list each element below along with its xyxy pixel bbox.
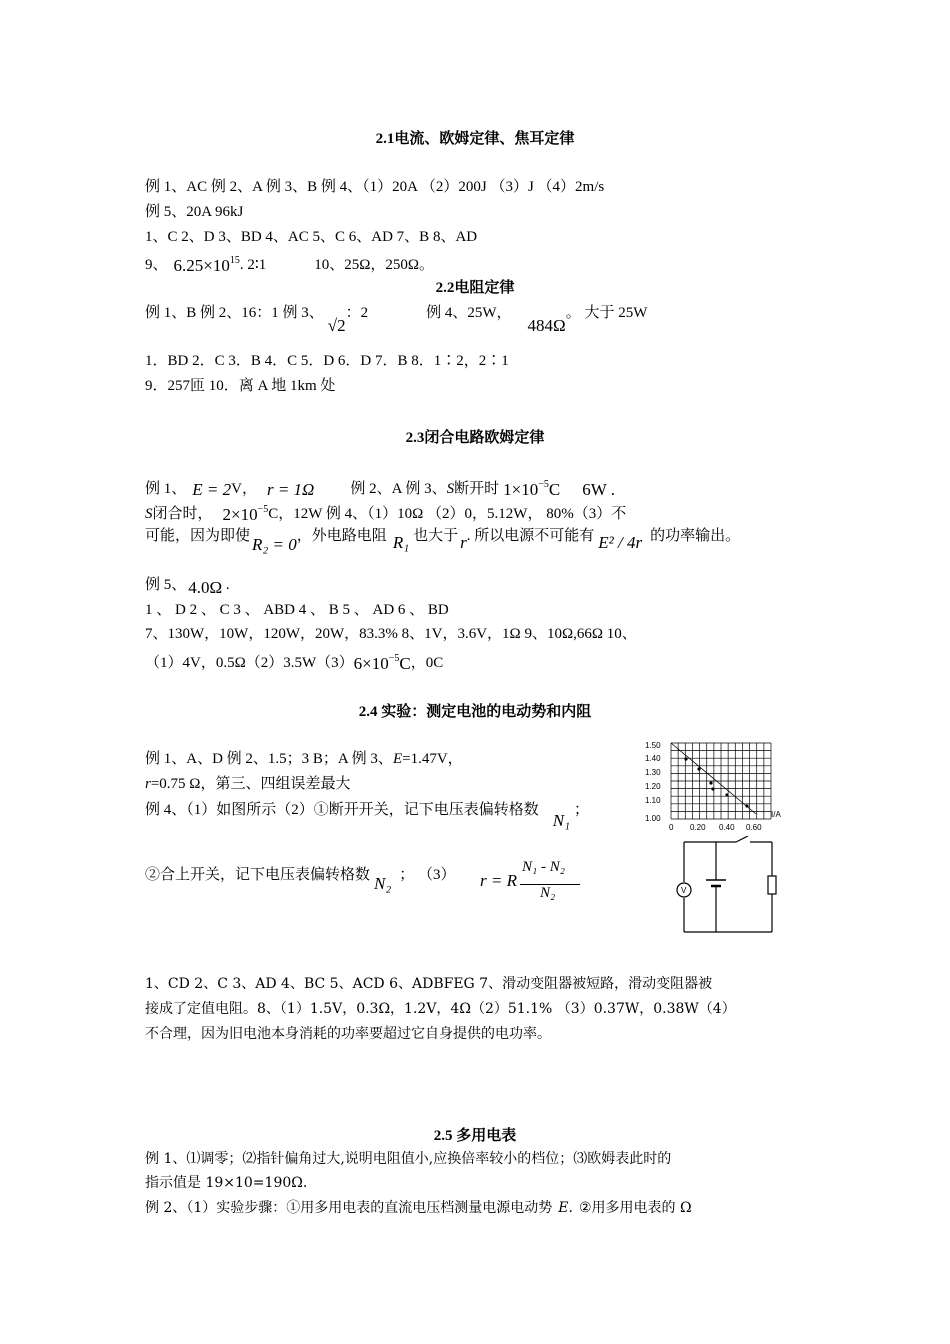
answer-line: 例 1、AC 例 2、A 例 3、B 例 4、（1）20A （2）200J （3）J （4）2m/s	[145, 179, 605, 195]
answer-line: 接成了定值电阻。8、（1）1.5V，0.3Ω，1.2V，4Ω（2）51.1% （3）0.37W，0.38W（4）	[145, 1001, 736, 1017]
answer-line: 指示值是 19×10=190Ω.	[145, 1175, 308, 1191]
y-tick: 1.40	[645, 754, 661, 763]
answer-line: S闭合时， $2\times 10^{-5}C$，12W 例 4、（1）10Ω （2）0，5.12W， 80%（3）不	[145, 504, 627, 524]
answer-line: 7、130W，10W，120W，20W，83.3% 8、1V，3.6V，1Ω 9、10Ω,66Ω 10、	[145, 626, 637, 642]
svg-text:V: V	[681, 886, 687, 895]
section-title-2-1: 2.1电流、欧姆定律、焦耳定律	[375, 131, 575, 147]
u-i-graph	[643, 733, 793, 833]
y-tick: 1.00	[645, 814, 661, 823]
y-tick: 1.50	[645, 741, 661, 750]
x-tick: 0.40	[719, 823, 735, 832]
answer-line: r=0.75 Ω，第三、四组误差最大	[145, 776, 351, 792]
answer-line: 9．257匝 10．离 A 地 1km 处	[145, 378, 336, 394]
y-tick: 1.20	[645, 782, 661, 791]
answer-line: 9、 $6.25\times 10^{15}$. 2∶1 10、25Ω，250Ω。	[145, 255, 435, 275]
math-sqrt: √2	[327, 316, 346, 335]
math-expression: 484Ω	[527, 316, 566, 335]
answer-line: 例 1、⑴调零；⑵指针偏角过大,说明电阻值小,应换倍率较小的档位；⑶欧姆表此时的	[145, 1151, 672, 1167]
x-tick: 0.20	[690, 823, 706, 832]
answer-line: 1、C 2、D 3、BD 4、AC 5、C 6、AD 7、B 8、AD	[145, 229, 478, 245]
section-title-2-5: 2.5 多用电表	[433, 1128, 517, 1144]
section-title-2-2: 2.2电阻定律	[435, 280, 515, 296]
answer-line: （1）4V，$0.5\Omega(2)3.5W(3)6\times 10^{-5}C$，0C	[145, 653, 444, 673]
answer-line: 例 5、 4.0Ω .	[145, 577, 230, 597]
section-title-2-4: 2.4 实验：测定电池的电动势和内阻	[358, 704, 592, 720]
answer-line: 例 4、（1）如图所示（2）①断开开关，记下电压表偏转格数N₁；	[145, 802, 590, 830]
math-expression: 6.25×10	[173, 256, 230, 275]
answer-line: ②合上开关，记下电压表偏转格数 N₂ ； （3）	[145, 867, 456, 893]
answer-line: 例 1、B 例 2、16：1 例 3、√2：2 例 4、25W，484Ω。 大于 25W	[145, 305, 648, 335]
answer-line: 例 1、A、D 例 2、1.5；3 B；A 例 3、E=1.47V，	[145, 751, 463, 767]
answer-line: 例 5、20A 96kJ	[145, 204, 244, 220]
answer-line: 不合理，因为旧电池本身消耗的功率要超过它自身提供的电功率。	[145, 1026, 551, 1042]
section-title-2-3: 2.3闭合电路欧姆定律	[405, 430, 545, 446]
answer-line: 1．BD 2．C 3．B 4．C 5．D 6．D 7．B 8．1∶2，2∶1	[145, 353, 509, 369]
x-tick: 0	[669, 823, 674, 832]
answer-line: 1 、 D 2 、 C 3 、 ABD 4 、 B 5 、 AD 6 、 BD	[145, 602, 449, 618]
answer-line: 1、CD 2、C 3、AD 4、BC 5、ACD 6、ADBFEG 7、滑动变阻器被短路，滑动变阻器被	[145, 976, 713, 992]
x-tick: 0.60	[746, 823, 762, 832]
formula-internal-resistance: r = R N₁ - N₂ N₂	[478, 863, 598, 913]
x-axis-label: I/A	[771, 810, 781, 819]
answer-line: 例 2、（1）实验步骤：①用多用电表的直流电压档测量电源电动势 E. ②用多用电表的 Ω	[145, 1200, 692, 1216]
answer-line: 例 1、 E = 2V， r = 1Ω 例 2、A 例 3、S断开时 $1\times 10^{-5}C$ 6W .	[145, 479, 615, 499]
y-tick: 1.10	[645, 796, 661, 805]
y-tick: 1.30	[645, 768, 661, 777]
circuit-diagram	[670, 836, 785, 936]
answer-line: 可能，因为即使 R₂ = 0，外电路电阻 R₁ 也大于 r. 所以电源不可能有 E² / 4r 的功率输出。	[145, 528, 741, 554]
